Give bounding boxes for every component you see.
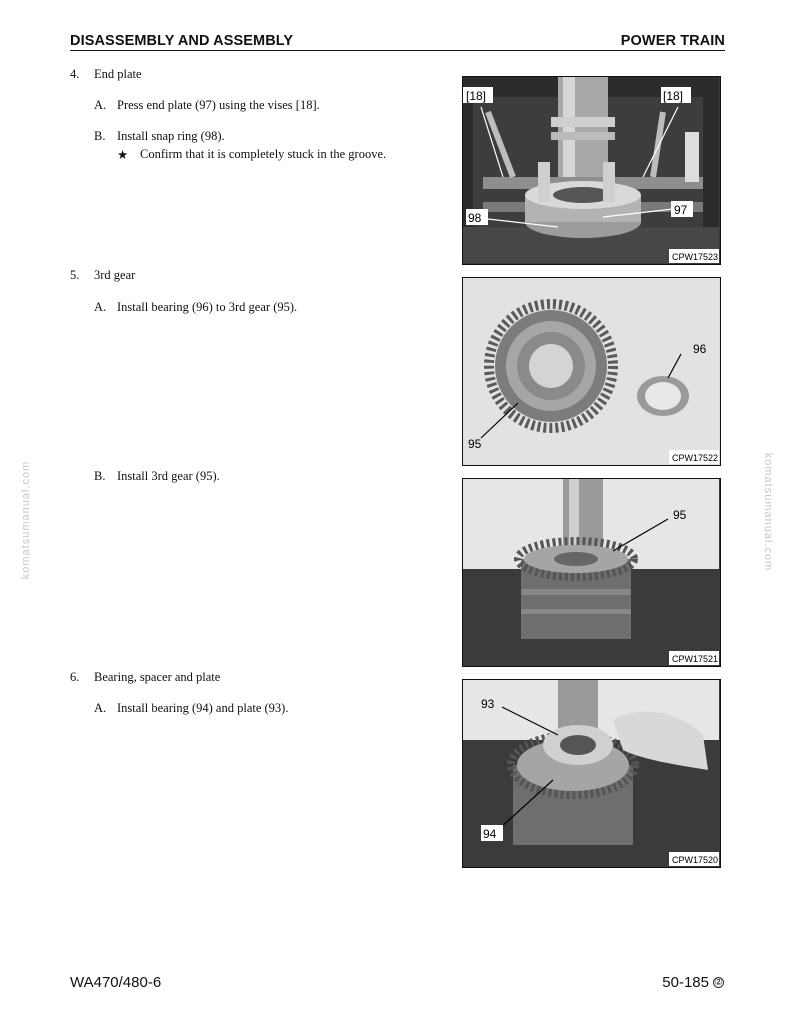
figure-code: CPW17522	[672, 453, 719, 463]
step-5-number: 5.	[70, 268, 80, 282]
label-bearing: 96	[693, 342, 707, 356]
page-number: 50-185	[662, 974, 709, 991]
step-4-number: 4.	[70, 67, 80, 81]
step-4-title: End plate	[94, 67, 142, 81]
step-4a-letter: A.	[94, 98, 107, 112]
watermark-left: komatsumanual.com	[20, 460, 32, 580]
step-6-title: Bearing, spacer and plate	[94, 670, 221, 684]
figure-code: CPW17523	[672, 252, 719, 262]
chapter-title: POWER TRAIN	[620, 33, 725, 49]
step-5b-text: Install 3rd gear (95).	[117, 469, 220, 483]
section-title: DISASSEMBLY AND ASSEMBLY	[70, 33, 294, 49]
figure-code: CPW17520	[672, 855, 719, 865]
revision-mark: ②	[714, 977, 723, 988]
label-end-plate: 97	[674, 203, 688, 217]
step-5a-text: Install bearing (96) to 3rd gear (95).	[117, 300, 298, 314]
step-4b-text: Install snap ring (98).	[117, 129, 225, 143]
star-icon: ★	[117, 148, 129, 162]
step-4a-text: Press end plate (97) using the vises [18].	[117, 98, 320, 112]
figure-gear-bearing-photo	[462, 277, 721, 466]
label-gear: 95	[673, 508, 687, 522]
step-6-number: 6.	[70, 670, 80, 684]
footer-model: WA470/480-6	[70, 974, 162, 991]
page-header	[70, 33, 725, 51]
figure-install-gear-photo	[462, 478, 721, 667]
step-4b-letter: B.	[94, 129, 106, 143]
step-5-title: 3rd gear	[94, 268, 136, 282]
step-4b-note: Confirm that it is completely stuck in the groove.	[140, 147, 387, 161]
watermark-right: komatsumanual.com	[762, 452, 774, 572]
step-5a-letter: A.	[94, 300, 107, 314]
step-6a-text: Install bearing (94) and plate (93).	[117, 701, 289, 715]
label-snap-ring: 98	[468, 211, 482, 225]
figure-code: CPW17521	[672, 654, 719, 664]
step-6a-letter: A.	[94, 701, 107, 715]
label-gear: 95	[468, 437, 482, 451]
label-vise-right: [18]	[663, 89, 684, 103]
label-bearing: 94	[483, 827, 497, 841]
footer-page	[662, 974, 724, 991]
figure-end-plate-photo	[462, 76, 721, 265]
label-vise-left: [18]	[466, 89, 487, 103]
figure-bearing-plate-photo	[462, 679, 721, 868]
step-5b-letter: B.	[94, 469, 106, 483]
label-plate: 93	[481, 697, 495, 711]
